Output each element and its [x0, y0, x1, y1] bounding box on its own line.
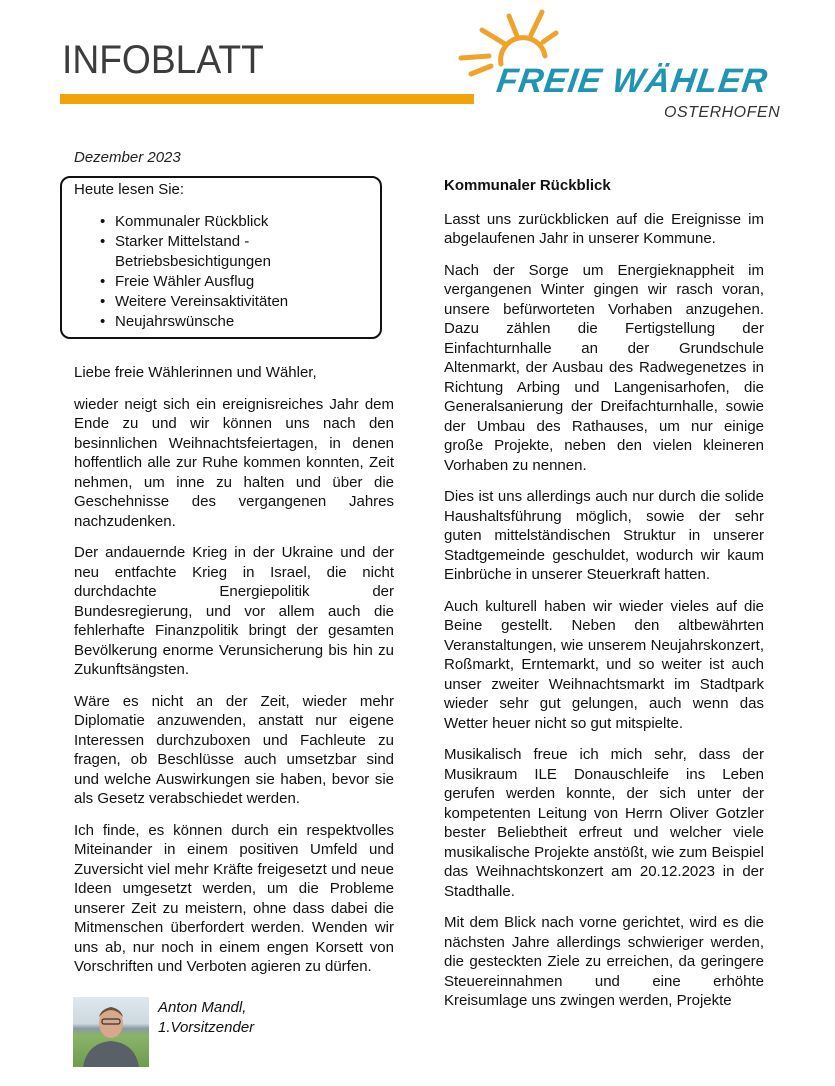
- toc-list: [62, 212, 288, 332]
- page-title: INFOBLATT: [62, 38, 264, 82]
- table-of-contents-box: [60, 176, 382, 339]
- title-underline: [60, 94, 474, 104]
- signature-name: Anton Mandl,: [158, 999, 247, 1016]
- article-paragraph: Mit dem Blick nach vorne gerichtet, wird es die nächsten Jahre allerdings schwieriger werden, die gesteckten Ziele zu erreichen, da geringere Steuereinnahmen und eine erhöhte Kreisumlage uns zwingen werden, Projekte: [444, 914, 764, 1009]
- author-photo: [73, 997, 149, 1067]
- article-paragraph: Lasst uns zurückblicken auf die Ereignisse im abgelaufenen Jahr in unserer Kommune.: [444, 210, 764, 247]
- signature-role: 1.Vorsitzender: [158, 1019, 255, 1036]
- issue-date: Dezember 2023: [74, 149, 181, 166]
- toc-item: • Starker Mittelstand - Betriebsbesichtigungen: [115, 232, 265, 272]
- toc-item: • Neujahrswünsche: [115, 312, 288, 332]
- letter-paragraph: Ich finde, es können durch ein respektvolles Miteinander in einem positiven Umfeld und Zuversicht viel mehr Kräfte freigesetzt und neue Ideen umgesetzt werden, um die Probleme unserer Zeit zu meistern, ohne dass dabei die Mitmenschen überfordert werden. Wenden wir uns ab, nur noch in einem engen Korsett von Vorschriften und Verboten agieren zu dürfen.: [74, 821, 394, 975]
- article-heading: Kommunaler Rückblick: [444, 177, 611, 194]
- logo-wordmark: FREIE WÄHLER: [494, 62, 771, 100]
- toc-item: • Weitere Vereinsaktivitäten: [115, 292, 288, 312]
- signature: [158, 998, 254, 1038]
- article-paragraph: Musikalisch freue ich mich sehr, dass der Musikraum ILE Donauschleife ins Leben gerufen werden konnte, der sich unter der kompetenten Leitung von Herrn Oliver Gotzler bester Beliebtheit erfreut und welcher viele musikalische Projekte anstößt, wie zum Beispiel das Weihnachtskonzert am 20.12.2023 in der Stadthalle.: [444, 746, 764, 900]
- freie-waehler-logo: [445, 8, 805, 128]
- letter-paragraph: Der andauernde Krieg in der Ukraine und der neu entfachte Krieg in Israel, die nicht durchdachte Energiepolitik der Bundesregierung, und vor allem auch die fehlerhafte Finanzpolitik bringt der gesamten Bevölkerung enorme Verunsicherung bis hin zu Zukunftsängsten.: [74, 544, 394, 678]
- toc-item: • Kommunaler Rückblick: [115, 212, 288, 232]
- logo-location: OSTERHOFEN: [664, 104, 781, 121]
- article-column: [444, 176, 764, 1023]
- toc-item: • Freie Wähler Ausflug: [115, 272, 288, 292]
- article-paragraph: Auch kulturell haben wir wieder vieles auf die Beine gestellt. Neben den altbewährten Veranstaltungen, wie unserem Neujahrskonzert, Roßmarkt, Erntemarkt, und so weiter ist auch unser zweiter Weihnachtsmarkt im Stadtpark wieder sehr gut gelungen, auch wenn das Wetter heuer nicht so gut mitspielte.: [444, 597, 764, 732]
- letter-greeting: Liebe freie Wählerinnen und Wähler,: [74, 364, 317, 381]
- article-paragraph: Nach der Sorge um Energieknappheit im vergangenen Winter gingen wir rasch voran, unsere befürworteten Vorhaben anzugehen. Dazu zählen die Fertigstellung der Einfachturnhalle an der Grundschule Altenmarkt, der Ausbau des Radwegenetzes in Richtung Arbing und Langenisarhofen, die Generalsanierung der Dreifachturnhalle, sowie der Umbau des Rathauses, um nur einige große Projekte, neben den vielen kleineren Vorhaben zu nennen.: [444, 261, 764, 474]
- person-icon: [73, 997, 149, 1067]
- toc-heading: Heute lesen Sie:: [74, 181, 185, 198]
- letter-paragraph: Wäre es nicht an der Zeit, wieder mehr Diplomatie anzuwenden, anstatt nur eigene Interessen durchzuboxen und Fachleute zu fragen, ob Beschlüsse auch umsetzbar sind und welche Auswirkungen sie haben, bevor sie als Gesetz verabschiedet werden.: [74, 692, 394, 807]
- article-paragraph: Dies ist uns allerdings auch nur durch die solide Haushaltsführung möglich, sowie der sehr guten mittelständischen Struktur in unserer Stadtgemeinde geschuldet, wodurch wir kaum Einbrüche in unserer Steuerkraft hatten.: [444, 488, 764, 583]
- letter-paragraph: wieder neigt sich ein ereignisreiches Jahr dem Ende zu und wir können uns nach den besinnlichen Weihnachtsfeiertagen, in denen hoffentlich alle zur Ruhe kommen konnten, Zeit nehmen, um inne zu halten und über die Geschehnisse des vergangenen Jahres nachzudenken.: [74, 395, 394, 530]
- letter-column: [74, 363, 394, 989]
